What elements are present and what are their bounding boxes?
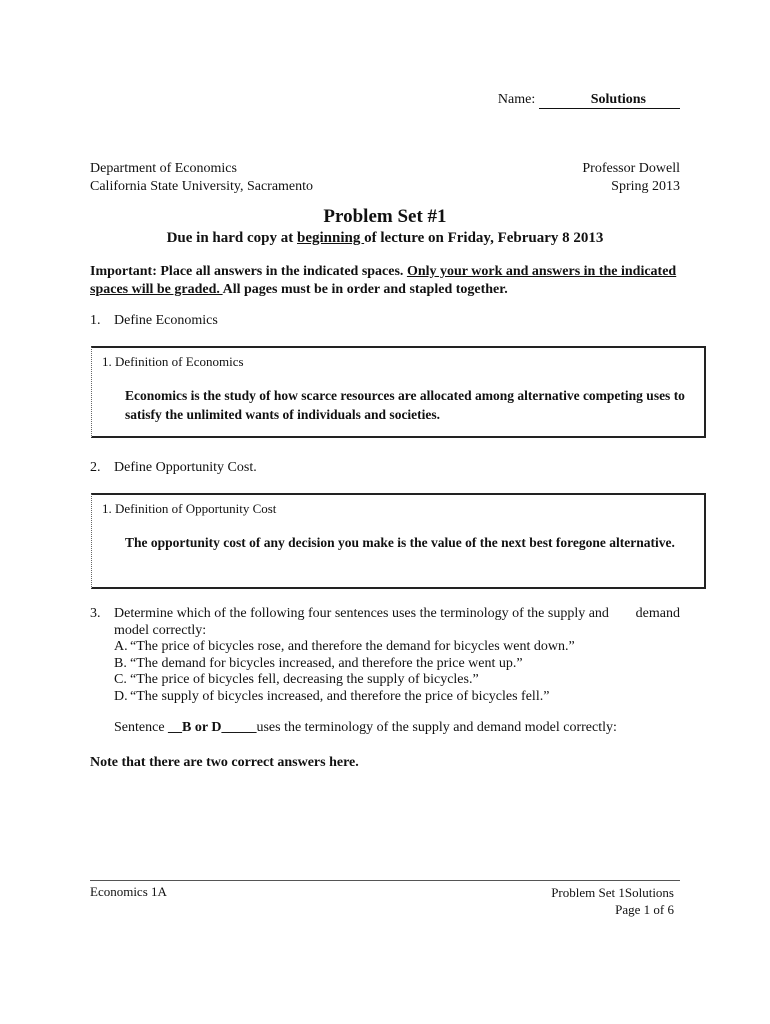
option-d-label: D. (114, 688, 128, 704)
footer-course: Economics 1A (90, 884, 167, 899)
important-underlined: Only your work and answers in the indicated spaces will be graded. (90, 264, 677, 297)
question-3 (90, 606, 690, 705)
sentence-pre: Sentence (114, 720, 169, 735)
footer-right (551, 884, 674, 918)
answer-sentence (114, 720, 617, 736)
option-d (90, 689, 690, 706)
due-underlined: beginning (297, 230, 365, 246)
answer-box-2-label: 1. Definition of Opportunity Cost (102, 501, 277, 516)
page-title: Problem Set #1 (323, 206, 447, 227)
footer-divider (90, 880, 680, 881)
question-3-prompt: Determine which of the following four sentences uses the terminology of the supply and (114, 606, 609, 621)
name-value: Solutions (539, 92, 680, 109)
important-lead: Important: Place all answers in the indicated spaces. (90, 264, 407, 279)
important-instructions (90, 263, 690, 299)
sentence-fill: __B or D_____ (168, 720, 257, 735)
page-number: Page 1 of 6 (615, 902, 674, 917)
professor-name: Professor Dowell (582, 161, 680, 176)
option-c (90, 672, 690, 689)
sentence-post: uses the terminology of the supply and demand model correctly: (256, 720, 617, 735)
question-1-prompt: Define Economics (114, 313, 218, 328)
footer-doc-title: Problem Set 1Solutions (551, 885, 674, 900)
due-post: of lecture on Friday, February 8 2013 (364, 230, 604, 246)
question-3-number: 3. (90, 606, 101, 621)
department-block (90, 160, 313, 196)
university-name: California State University, Sacramento (90, 179, 314, 194)
option-d-text: “The supply of bicycles increased, and therefore the price of bicycles fell.” (130, 688, 550, 704)
name-label: Name: (497, 92, 536, 107)
question-3-prompt-cont: model correctly: (114, 622, 207, 638)
option-b (90, 656, 690, 673)
professor-block (582, 160, 680, 196)
answer-box-2 (91, 493, 706, 589)
option-c-text: “The price of bicycles fell, decreasing the supply of bicycles.” (130, 672, 479, 687)
note: Note that there are two correct answers here. (90, 755, 359, 770)
option-b-label: B. (114, 655, 127, 671)
due-line (0, 230, 770, 247)
term: Spring 2013 (611, 179, 680, 194)
department-name: Department of Economics (90, 161, 237, 176)
question-1 (90, 313, 218, 329)
option-b-text: “The demand for bicycles increased, and therefore the price went up.” (130, 655, 523, 671)
answer-box-2-answer: The opportunity cost of any decision you make is the value of the next best foregone alternative. (125, 535, 675, 550)
important-tail: All pages must be in order and stapled together. (222, 282, 508, 297)
question-2-prompt: Define Opportunity Cost. (114, 460, 257, 475)
question-2-number: 2. (90, 460, 101, 475)
answer-box-1-answer: Economics is the study of how scarce resources are allocated among alternative competing uses to satisfy the unlimited wants of individuals and societies. (125, 388, 685, 422)
question-1-number: 1. (90, 313, 101, 328)
question-3-prompt-end: demand (635, 606, 680, 621)
question-2 (90, 460, 257, 476)
answer-box-1 (91, 346, 706, 438)
option-a (90, 639, 690, 656)
option-c-label: C. (114, 672, 127, 687)
name-line (498, 92, 680, 109)
answer-box-1-label: 1. Definition of Economics (102, 354, 244, 369)
option-a-text: “The price of bicycles rose, and therefore the demand for bicycles went down.” (130, 639, 575, 654)
due-pre: Due in hard copy at (166, 230, 298, 246)
option-a-label: A. (114, 639, 128, 654)
